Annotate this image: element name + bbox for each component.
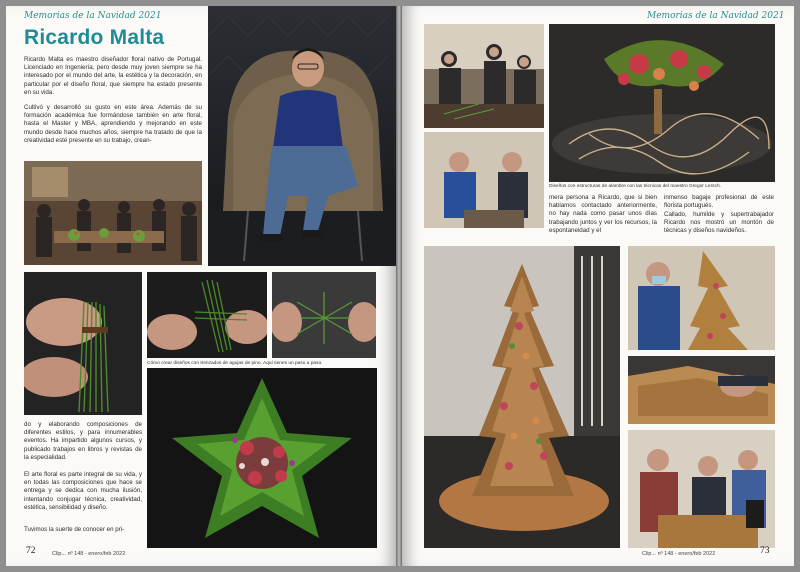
- christmas-tree-photo: [424, 246, 620, 548]
- running-head-right: Memorias de la Navidad 2021: [647, 11, 785, 21]
- wire-design-photo: [549, 24, 775, 182]
- pine-braid-step-3-photo: [272, 272, 376, 358]
- article-title: Ricardo Malta: [24, 26, 165, 49]
- page-number-right: 73: [760, 546, 770, 556]
- wire-workshop-photo-2: [424, 132, 544, 228]
- issue-info-left: Clip... nº 148 - enero/feb 2022: [52, 551, 126, 557]
- paragraph-3: do y elaborando composiciones de diferentes estilos, y para innumerables eventos. Ha impartido algunos cursos, y publicado trabajos en libros y revistas de la especialidad.: [24, 421, 142, 461]
- portrait-photo: [208, 6, 396, 266]
- column-1-text: mera persona a Ricardo, que si bien hablamos contactado anteriormente, no hay nada como pasar unos días trabajando juntos y ver los recursos, la espontaneidad y el: [549, 194, 657, 234]
- wire-caption: Diseños con estructuras de alambre con las técnicas del maestro Gregor Lersch.: [549, 184, 721, 189]
- pine-braid-step-2-photo: [147, 272, 267, 358]
- page-number-left: 72: [26, 546, 36, 556]
- pine-braid-step-1-photo: [24, 272, 142, 415]
- pine-star-wreath-photo: [147, 368, 377, 548]
- building-tree-photo-3: [628, 430, 775, 548]
- pine-caption: Cómo crear diseños con trenzados de agujas de pino. Aquí tienes un paso a paso.: [147, 361, 323, 366]
- paragraph-4: El arte floral es parte integral de su vida, y en todas las composiciones que hace se entrega y se dedica con mucha ilusión, intentando conjugar técnica, creatividad, estética, sensibilidad y diseño.: [24, 471, 142, 511]
- building-tree-photo-2: [628, 356, 775, 424]
- paragraph-2: Cultivó y desarrolló su gusto en este área. Además de su formación académica fue formándose también en arte floral, hasta el Master y MBA, aprendiendo y mejorando en este mundo desde hace muchos años, siempre ha tratado de que la creatividad esté presente en su trabajo, crean-: [24, 104, 202, 144]
- paragraph-1: Ricardo Malta es maestro diseñador floral nativo de Portugal. Licenciado en Ingeniería, pero desde muy joven siempre se ha interesado por el mundo del arte, la estética y la decoración, en particular por el diseño floral, que siempre ha estado presente en su vida.: [24, 56, 202, 96]
- column-2b-text: Callado, humilde y supertrabajador Ricardo nos mostró un montón de técnicas y diseños navideños.: [664, 211, 774, 235]
- workshop-group-photo: [24, 161, 202, 265]
- issue-info-right: Clip... nº 148 - enero/feb 2022: [642, 551, 716, 557]
- running-head-left: Memorias de la Navidad 2021: [24, 11, 162, 21]
- left-page: [6, 6, 396, 566]
- right-page: [402, 6, 794, 566]
- wire-workshop-photo-1: [424, 24, 544, 128]
- building-tree-photo-1: [628, 246, 775, 350]
- column-2a-text: inmenso bagaje profesional de este florista portugués.: [664, 194, 774, 210]
- paragraph-5: Tuvimos la suerte de conocer en pri-: [24, 526, 125, 533]
